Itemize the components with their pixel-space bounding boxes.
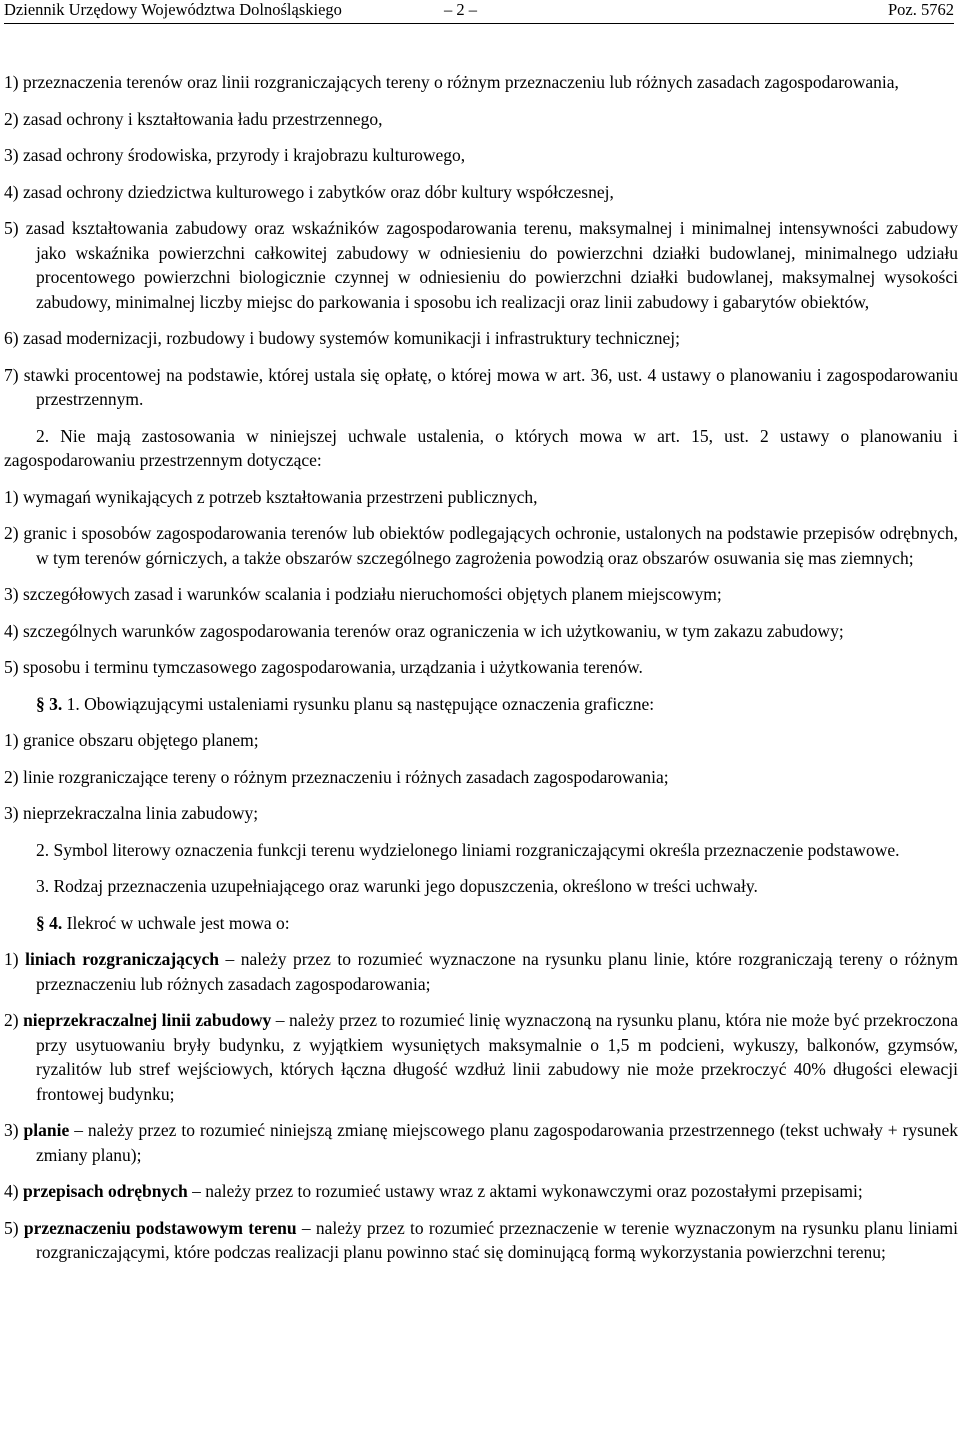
list-item: 2) zasad ochrony i kształtowania ładu przestrzennego, — [4, 108, 383, 129]
definition-text: – należy przez to rozumieć przeznaczenie w terenie wyznaczonym na rysunku planu liniami rozgraniczającymi, które podczas realizacji planu powinno stać się dominującą formą wykorzystania powierzchni terenu; — [36, 1217, 958, 1262]
definition-item — [4, 1118, 958, 1167]
section-3-heading — [4, 692, 958, 717]
definition-term: liniach rozgraniczających — [25, 949, 219, 969]
definition-term: przepisach odrębnych — [22, 1181, 188, 1201]
definition-text: – należy przez to rozumieć ustawy wraz z aktami wykonawczymi oraz pozostałymi przepisami; — [187, 1181, 863, 1201]
definition-item — [4, 947, 958, 996]
section-3-paragraph-3: 3. Rodzaj przeznaczenia uzupełniającego oraz warunki jego dopuszczenia, określono w treści uchwały. — [36, 876, 758, 896]
list-item: 5) zasad kształtowania zabudowy oraz wskaźników zagospodarowania terenu, maksymalnej i minimalnej intensywności zabudowy jako wskaźnika powierzchni całkowitej zabudowy w odniesieniu do powierzchni działki budowlanej, minimalnego udziału procentowego powierzchni biologicznie czynnej w odniesieniu do powierzchni działki budowlanej, maksymalnej wysokości zabudowy, minimalnej liczby miejsc do parkowania i sposobu ich realizacji oraz linii zabudowy i gabarytów obiektów, — [4, 218, 958, 312]
page-number: – 2 – — [444, 0, 477, 19]
definition-item — [4, 1008, 958, 1106]
section-4-heading — [4, 911, 958, 936]
list-item: 3) szczegółowych zasad i warunków scalania i podziału nieruchomości objętych planem miejscowym; — [4, 584, 722, 604]
section-text: Ilekroć w uchwale jest mowa o: — [62, 912, 290, 933]
document-body — [4, 70, 958, 1265]
page-header — [4, 0, 954, 22]
list-item: 7) stawki procentowej na podstawie, której ustala się opłatę, o której mowa w art. 36, ust. 4 ustawy o planowaniu i zagospodarowaniu przestrzennym. — [4, 364, 958, 409]
definition-item — [4, 1179, 958, 1204]
definition-number: 2) — [4, 1010, 24, 1030]
header-rule — [4, 23, 954, 24]
list-item: 6) zasad modernizacji, rozbudowy i budowy systemów komunikacji i infrastruktury technicznej; — [4, 328, 680, 348]
definition-number: 1) — [4, 949, 26, 969]
list-item: 5) sposobu i terminu tymczasowego zagospodarowania, urządzania i użytkowania terenów. — [4, 657, 643, 677]
paragraph-2: 2. Nie mają zastosowania w niniejszej uchwale ustalenia, o których mowa w art. 15, ust. 2 ustawy o planowaniu i zagospodarowaniu przestrzennym dotyczące: — [4, 425, 958, 470]
list-item: 4) szczególnych warunków zagospodarowania terenów oraz ograniczenia w ich użytkowaniu, w tym zakazu zabudowy; — [4, 620, 844, 641]
list-item: 3) zasad ochrony środowiska, przyrody i krajobrazu kulturowego, — [4, 145, 466, 165]
definition-number: 5) — [4, 1217, 24, 1238]
list-item: 4) zasad ochrony dziedzictwa kulturowego i zabytków oraz dóbr kultury współczesnej, — [4, 181, 614, 202]
position-number: Poz. 5762 — [888, 0, 954, 19]
list-item: 2) linie rozgraniczające tereny o różnym przeznaczeniu i różnych zasadach zagospodarowania; — [4, 766, 669, 787]
section-text: 1. Obowiązującymi ustaleniami rysunku planu są następujące oznaczenia graficzne: — [62, 693, 655, 714]
definition-number: 3) — [4, 1120, 24, 1140]
definition-text: – należy przez to rozumieć wyznaczone na rysunku planu linie, które rozgraniczają tereny o różnym przeznaczeniu lub różnych zasadach zagospodarowania; — [36, 949, 958, 994]
definition-term: planie — [23, 1120, 70, 1140]
definition-text: – należy przez to rozumieć linię wyznaczoną na rysunku planu, która nie może być przekroczona przy usytuowaniu bryły budynku, z wyjątkiem wysuniętych maksymalnie o 1,5 m podcieni, wykuszy, balkonów, gzymsów, ryzalitów lub stref wejściowych, których łączna długość wzdłuż linii zabudowy nie może przekroczyć 40% długości elewacji frontowej budynku; — [36, 1010, 959, 1104]
journal-title: Dziennik Urzędowy Województwa Dolnośląskiego — [4, 0, 342, 19]
list-item: 1) granice obszaru objętego planem; — [4, 730, 259, 750]
definition-number: 4) — [4, 1181, 23, 1201]
list-item: 3) nieprzekraczalna linia zabudowy; — [4, 803, 259, 823]
definition-item — [4, 1216, 958, 1265]
definition-term: nieprzekraczalnej linii zabudowy — [23, 1010, 272, 1030]
definition-text: – należy przez to rozumieć niniejszą zmianę miejscowego planu zagospodarowania przestrzennego (tekst uchwały + rysunek zmiany planu); — [36, 1120, 959, 1165]
definition-term: przeznaczeniu podstawowym terenu — [23, 1217, 297, 1238]
section-number: § 4. — [36, 912, 63, 933]
section-number: § 3. — [36, 693, 63, 714]
section-3-paragraph-2: 2. Symbol literowy oznaczenia funkcji terenu wydzielonego liniami rozgraniczającymi określa przeznaczenie podstawowe. — [36, 839, 900, 860]
list-item: 1) przeznaczenia terenów oraz linii rozgraniczających tereny o różnym przeznaczeniu lub różnych zasadach zagospodarowania, — [4, 72, 899, 92]
list-item: 2) granic i sposobów zagospodarowania terenów lub obiektów podlegających ochronie, ustalonych na podstawie przepisów odrębnych, w tym terenów górniczych, a także obszarów szczególnego zagrożenia powodzią oraz obszarów osuwania się mas ziemnych; — [4, 523, 958, 568]
list-item: 1) wymagań wynikających z potrzeb kształtowania przestrzeni publicznych, — [4, 486, 538, 507]
